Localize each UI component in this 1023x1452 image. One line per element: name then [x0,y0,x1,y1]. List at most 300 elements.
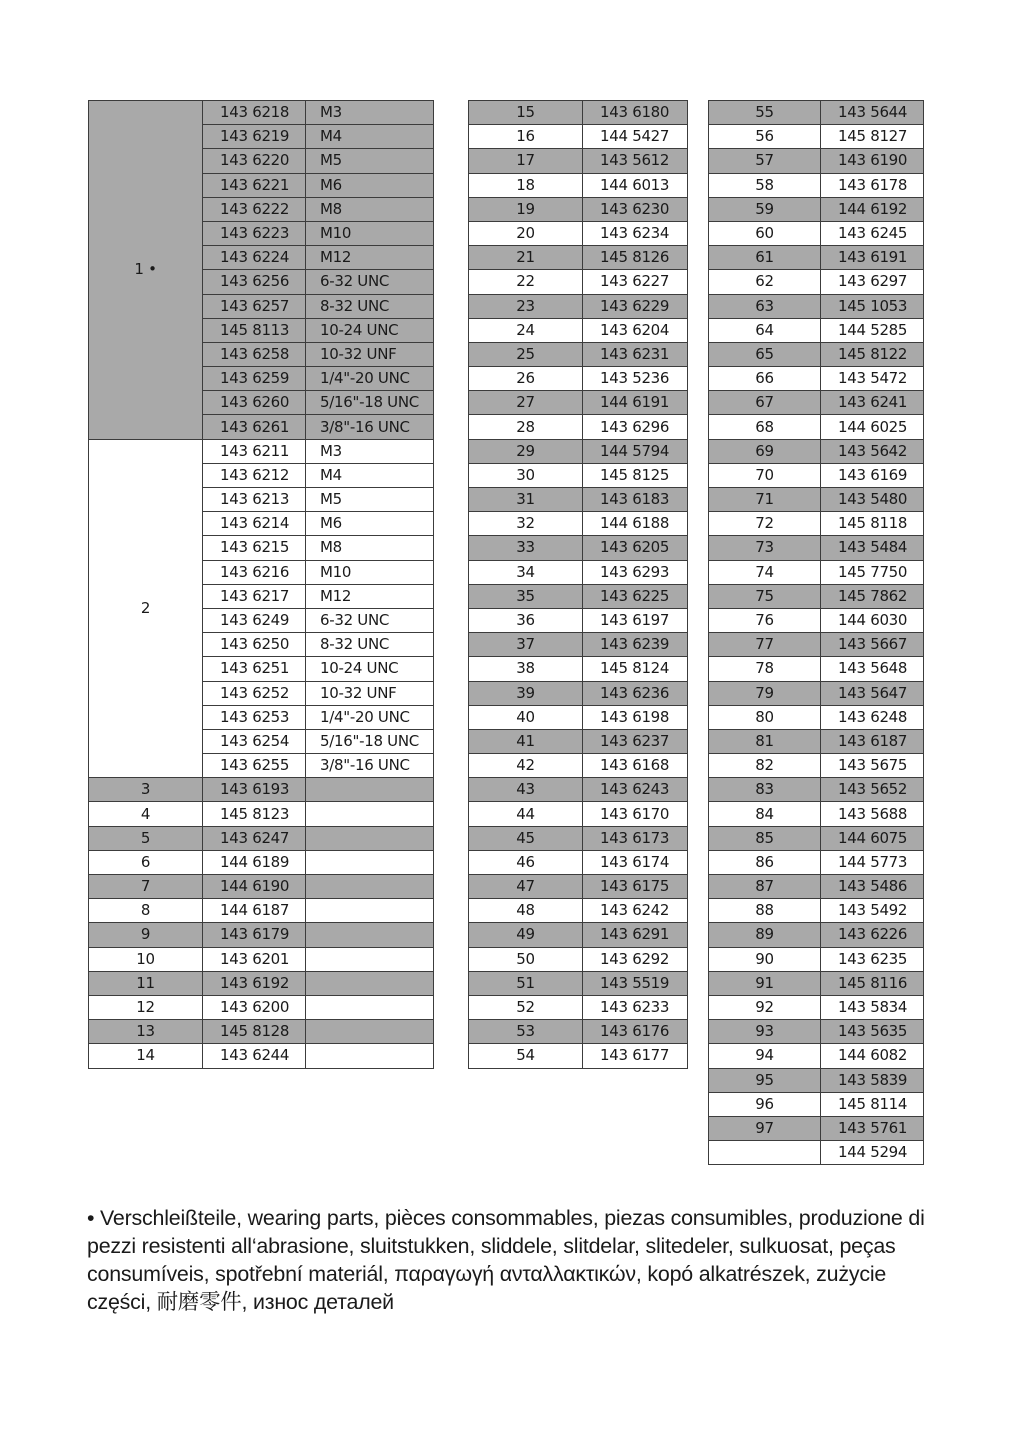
part-number-cell: 145 8128 [203,1020,306,1044]
table-row [469,439,688,463]
empty-cell [306,947,434,971]
table-row [469,125,688,149]
table-row [469,560,688,584]
part-number-cell: 143 6257 [203,294,306,318]
part-number-cell: 145 8126 [583,246,688,270]
part-number-cell: 143 6252 [203,681,306,705]
thread-size-cell: M3 [306,101,434,125]
part-number-cell: 143 6296 [583,415,688,439]
position-number-cell: 70 [709,463,821,487]
table-row [469,463,688,487]
position-number-cell: 20 [469,221,583,245]
table-row [469,778,688,802]
table-row [469,391,688,415]
parts-table-2 [468,100,688,1069]
table-row [709,270,924,294]
table-row [469,826,688,850]
thread-size-cell: 8-32 UNC [306,633,434,657]
table-row [469,754,688,778]
position-number-cell: 74 [709,560,821,584]
position-number-cell: 8 [89,899,203,923]
position-number-cell: 53 [469,1020,583,1044]
position-number-cell: 48 [469,899,583,923]
empty-cell [306,778,434,802]
thread-size-cell: 10-24 UNC [306,657,434,681]
part-number-cell: 143 6177 [583,1044,688,1068]
table-row [709,391,924,415]
position-number-cell: 13 [89,1020,203,1044]
empty-cell [306,826,434,850]
table-row [469,318,688,342]
thread-size-cell: 1/4"-20 UNC [306,367,434,391]
position-number-cell: 56 [709,125,821,149]
part-number-cell: 143 6222 [203,197,306,221]
table-row [469,608,688,632]
part-number-cell: 143 5484 [821,536,924,560]
part-number-cell: 143 6197 [583,608,688,632]
table-row [469,850,688,874]
table-row [469,995,688,1019]
part-number-cell: 143 6249 [203,608,306,632]
position-number-cell: 43 [469,778,583,802]
part-number-cell: 143 6221 [203,173,306,197]
thread-size-cell: 5/16"-18 UNC [306,729,434,753]
position-number-cell: 91 [709,971,821,995]
table-row [89,971,434,995]
position-number-cell: 31 [469,488,583,512]
table-row [709,584,924,608]
part-number-cell: 143 5486 [821,875,924,899]
table-row [709,1116,924,1140]
position-number-cell: 4 [89,802,203,826]
position-number-cell: 26 [469,367,583,391]
position-number-cell: 42 [469,754,583,778]
empty-cell [306,1020,434,1044]
table-row [89,995,434,1019]
position-number-cell: 39 [469,681,583,705]
thread-size-cell: M8 [306,536,434,560]
part-number-cell: 143 6173 [583,826,688,850]
position-number-cell: 6 [89,850,203,874]
table-row [709,657,924,681]
part-number-cell: 143 5492 [821,899,924,923]
position-number-cell: 30 [469,463,583,487]
table-row [469,923,688,947]
table-row [469,101,688,125]
position-number-cell: 32 [469,512,583,536]
part-number-cell: 143 6239 [583,633,688,657]
table-row [469,367,688,391]
part-number-cell: 143 6176 [583,1020,688,1044]
table-row [89,875,434,899]
part-number-cell: 143 6251 [203,657,306,681]
table-row [709,536,924,560]
thread-size-cell: M3 [306,439,434,463]
part-number-cell: 143 6253 [203,705,306,729]
position-number-cell: 40 [469,705,583,729]
part-number-cell: 143 6258 [203,342,306,366]
position-number-cell: 58 [709,173,821,197]
part-number-cell: 143 6291 [583,923,688,947]
position-number-cell: 45 [469,826,583,850]
position-number-cell: 89 [709,923,821,947]
position-number-cell: 82 [709,754,821,778]
table-row [89,899,434,923]
table-row [469,899,688,923]
position-number-cell: 93 [709,1020,821,1044]
part-number-cell: 143 6242 [583,899,688,923]
part-number-cell: 143 5761 [821,1116,924,1140]
thread-size-cell: 6-32 UNC [306,270,434,294]
position-number-cell: 57 [709,149,821,173]
part-number-cell: 143 6190 [821,149,924,173]
part-number-cell: 145 8125 [583,463,688,487]
part-number-cell: 143 6168 [583,754,688,778]
position-number-cell: 60 [709,221,821,245]
position-number-cell: 47 [469,875,583,899]
part-number-cell: 143 6256 [203,270,306,294]
position-number-cell: 23 [469,294,583,318]
part-number-cell: 143 6220 [203,149,306,173]
table-row [709,342,924,366]
position-number-cell: 79 [709,681,821,705]
thread-size-cell: M4 [306,125,434,149]
position-number-cell: 11 [89,971,203,995]
table-row [469,149,688,173]
part-number-cell: 144 5427 [583,125,688,149]
table-row [709,1044,924,1068]
part-number-cell: 143 6174 [583,850,688,874]
table-row [469,512,688,536]
table-row [469,1044,688,1068]
table-row [469,971,688,995]
thread-size-cell: M6 [306,173,434,197]
position-number-cell: 94 [709,1044,821,1068]
table-row [709,221,924,245]
part-number-cell: 145 8127 [821,125,924,149]
part-number-cell: 144 6075 [821,826,924,850]
thread-size-cell: M4 [306,463,434,487]
part-number-cell: 143 6233 [583,995,688,1019]
part-number-cell: 143 6292 [583,947,688,971]
part-number-cell: 143 6226 [821,923,924,947]
part-number-cell: 143 6229 [583,294,688,318]
thread-size-cell: 1/4"-20 UNC [306,705,434,729]
table-row [469,342,688,366]
table-row [469,1020,688,1044]
thread-size-cell: M10 [306,560,434,584]
thread-size-cell: M12 [306,584,434,608]
position-number-cell: 67 [709,391,821,415]
position-number-cell: 17 [469,149,583,173]
position-number-cell: 97 [709,1116,821,1140]
position-number-cell: 15 [469,101,583,125]
table-row [469,947,688,971]
part-number-cell: 143 6178 [821,173,924,197]
thread-size-cell: 3/8"-16 UNC [306,754,434,778]
table-row [469,173,688,197]
thread-size-cell: M5 [306,488,434,512]
part-number-cell: 144 5773 [821,850,924,874]
position-number-cell: 21 [469,246,583,270]
table-row [469,246,688,270]
table-row [709,1068,924,1092]
position-number-cell: 28 [469,415,583,439]
position-number-cell: 10 [89,947,203,971]
empty-cell [306,1044,434,1068]
part-number-cell: 143 6223 [203,221,306,245]
empty-cell [306,899,434,923]
part-number-cell: 143 6247 [203,826,306,850]
part-number-cell: 143 6255 [203,754,306,778]
table-row [469,657,688,681]
part-number-cell: 143 5519 [583,971,688,995]
table-row [709,899,924,923]
part-number-cell: 143 5236 [583,367,688,391]
position-number-cell: 92 [709,995,821,1019]
part-number-cell: 143 6225 [583,584,688,608]
part-number-cell: 143 6231 [583,342,688,366]
part-number-cell: 143 6214 [203,512,306,536]
part-number-cell: 143 5647 [821,681,924,705]
position-number-cell: 55 [709,101,821,125]
part-number-cell: 143 6180 [583,101,688,125]
part-number-cell: 143 6219 [203,125,306,149]
table-row [469,705,688,729]
position-number-cell: 81 [709,729,821,753]
table-row [709,875,924,899]
part-number-cell: 143 6216 [203,560,306,584]
part-number-cell: 143 6261 [203,415,306,439]
thread-size-cell: M6 [306,512,434,536]
table-row [89,101,434,125]
part-number-cell: 143 6297 [821,270,924,294]
position-number-cell: 41 [469,729,583,753]
table-row [89,947,434,971]
thread-size-cell: 10-24 UNC [306,318,434,342]
table-row [709,608,924,632]
table-row [709,826,924,850]
part-number-cell: 143 6204 [583,318,688,342]
position-number-cell: 51 [469,971,583,995]
position-number-cell: 14 [89,1044,203,1068]
part-number-cell: 144 6013 [583,173,688,197]
table-row [89,1020,434,1044]
table-row [469,802,688,826]
position-number-cell: 37 [469,633,583,657]
table-row [709,488,924,512]
part-number-cell: 143 6200 [203,995,306,1019]
table-row [709,1092,924,1116]
part-number-cell: 144 5285 [821,318,924,342]
position-number-cell: 38 [469,657,583,681]
part-number-cell: 144 5794 [583,439,688,463]
position-number-cell: 5 [89,826,203,850]
part-number-cell: 143 6169 [821,463,924,487]
part-number-cell: 143 5675 [821,754,924,778]
empty-cell [306,850,434,874]
table-row [89,802,434,826]
table-row [709,560,924,584]
position-number-cell: 46 [469,850,583,874]
table-row [709,705,924,729]
position-number-cell: 33 [469,536,583,560]
empty-cell [306,995,434,1019]
table-row [709,971,924,995]
position-number-cell: 80 [709,705,821,729]
part-number-cell: 143 6243 [583,778,688,802]
part-number-cell: 143 6211 [203,439,306,463]
part-number-cell: 144 6191 [583,391,688,415]
part-number-cell: 144 6189 [203,850,306,874]
part-number-cell: 145 8122 [821,342,924,366]
part-number-cell: 143 5834 [821,995,924,1019]
table-row [89,850,434,874]
table-row [709,318,924,342]
position-number-cell: 61 [709,246,821,270]
table-row [709,778,924,802]
part-number-cell: 143 6198 [583,705,688,729]
table-row [709,367,924,391]
part-number-cell: 144 6082 [821,1044,924,1068]
part-number-cell: 145 8116 [821,971,924,995]
part-number-cell: 143 6244 [203,1044,306,1068]
table-row [709,173,924,197]
position-number-cell: 76 [709,608,821,632]
part-number-cell: 145 1053 [821,294,924,318]
table-row [469,536,688,560]
part-number-cell: 145 8114 [821,1092,924,1116]
thread-size-cell: 10-32 UNF [306,342,434,366]
table-row [469,197,688,221]
group-number-cell: 1 • [89,101,203,440]
table-row [89,1044,434,1068]
table-row [709,923,924,947]
position-number-cell: 69 [709,439,821,463]
position-number-cell: 25 [469,342,583,366]
part-number-cell: 143 5688 [821,802,924,826]
table-row [709,415,924,439]
parts-table-3 [708,100,924,1165]
part-number-cell: 143 5839 [821,1068,924,1092]
empty-cell [306,971,434,995]
position-number-cell: 83 [709,778,821,802]
empty-cell [306,802,434,826]
part-number-cell: 143 6227 [583,270,688,294]
part-number-cell: 143 6201 [203,947,306,971]
table-row [709,1141,924,1165]
position-number-cell: 84 [709,802,821,826]
part-number-cell: 143 6215 [203,536,306,560]
position-number-cell: 59 [709,197,821,221]
position-number-cell: 44 [469,802,583,826]
position-number-cell: 54 [469,1044,583,1068]
table-row [469,729,688,753]
position-number-cell: 96 [709,1092,821,1116]
table-row [709,294,924,318]
part-number-cell: 143 6260 [203,391,306,415]
table-row [709,439,924,463]
thread-size-cell: 3/8"-16 UNC [306,415,434,439]
table-row [709,633,924,657]
thread-size-cell: M12 [306,246,434,270]
part-number-cell: 143 5667 [821,633,924,657]
part-number-cell: 143 6234 [583,221,688,245]
table-row [469,633,688,657]
part-number-cell: 143 5644 [821,101,924,125]
table-row [709,754,924,778]
position-number-cell: 77 [709,633,821,657]
position-number-cell: 12 [89,995,203,1019]
position-number-cell: 65 [709,342,821,366]
part-number-cell: 143 6170 [583,802,688,826]
position-number-cell: 75 [709,584,821,608]
empty-cell [306,875,434,899]
table-row [709,850,924,874]
part-number-cell: 143 6175 [583,875,688,899]
part-number-cell: 143 6293 [583,560,688,584]
part-number-cell: 143 6218 [203,101,306,125]
part-number-cell: 143 5480 [821,488,924,512]
part-number-cell: 143 6235 [821,947,924,971]
part-number-cell: 143 6237 [583,729,688,753]
group-number-cell: 2 [89,439,203,778]
position-number-cell: 72 [709,512,821,536]
part-number-cell: 143 6250 [203,633,306,657]
table-row [709,947,924,971]
position-number-cell [709,1141,821,1165]
position-number-cell: 19 [469,197,583,221]
part-number-cell: 145 8113 [203,318,306,342]
part-number-cell: 145 8118 [821,512,924,536]
part-number-cell: 143 6236 [583,681,688,705]
table-row [469,681,688,705]
part-number-cell: 143 6191 [821,246,924,270]
part-number-cell: 143 6245 [821,221,924,245]
table-row [709,681,924,705]
table-row [89,826,434,850]
part-number-cell: 143 6187 [821,729,924,753]
part-number-cell: 144 6192 [821,197,924,221]
part-number-cell: 143 6217 [203,584,306,608]
parts-table-1 [88,100,434,1069]
table-row [469,294,688,318]
part-number-cell: 144 6030 [821,608,924,632]
part-number-cell: 144 5294 [821,1141,924,1165]
position-number-cell: 95 [709,1068,821,1092]
thread-size-cell: 8-32 UNC [306,294,434,318]
position-number-cell: 88 [709,899,821,923]
part-number-cell: 143 6192 [203,971,306,995]
table-row [709,512,924,536]
part-number-cell: 144 6190 [203,875,306,899]
position-number-cell: 24 [469,318,583,342]
thread-size-cell: M8 [306,197,434,221]
footnote: • Verschleißteile, wearing parts, pièces consommables, piezas consumibles, produzione di pezzi resistenti all‘abrasione, sluitstukken, sliddele, slitdelar, slitedeler, sulkuosat, peças consumíveis, spotřební materiál, παραγωγή ανταλλακτικών, kopó alkatrészek, zużycie części, 耐磨零件, износ деталей [87,1206,925,1314]
part-number-cell: 144 6187 [203,899,306,923]
part-number-cell: 143 6183 [583,488,688,512]
part-number-cell: 143 6193 [203,778,306,802]
part-number-cell: 143 6254 [203,729,306,753]
position-number-cell: 36 [469,608,583,632]
part-number-cell: 143 5648 [821,657,924,681]
table-row [709,246,924,270]
part-number-cell: 143 5635 [821,1020,924,1044]
position-number-cell: 90 [709,947,821,971]
part-number-cell: 145 8123 [203,802,306,826]
thread-size-cell: 5/16"-18 UNC [306,391,434,415]
position-number-cell: 27 [469,391,583,415]
